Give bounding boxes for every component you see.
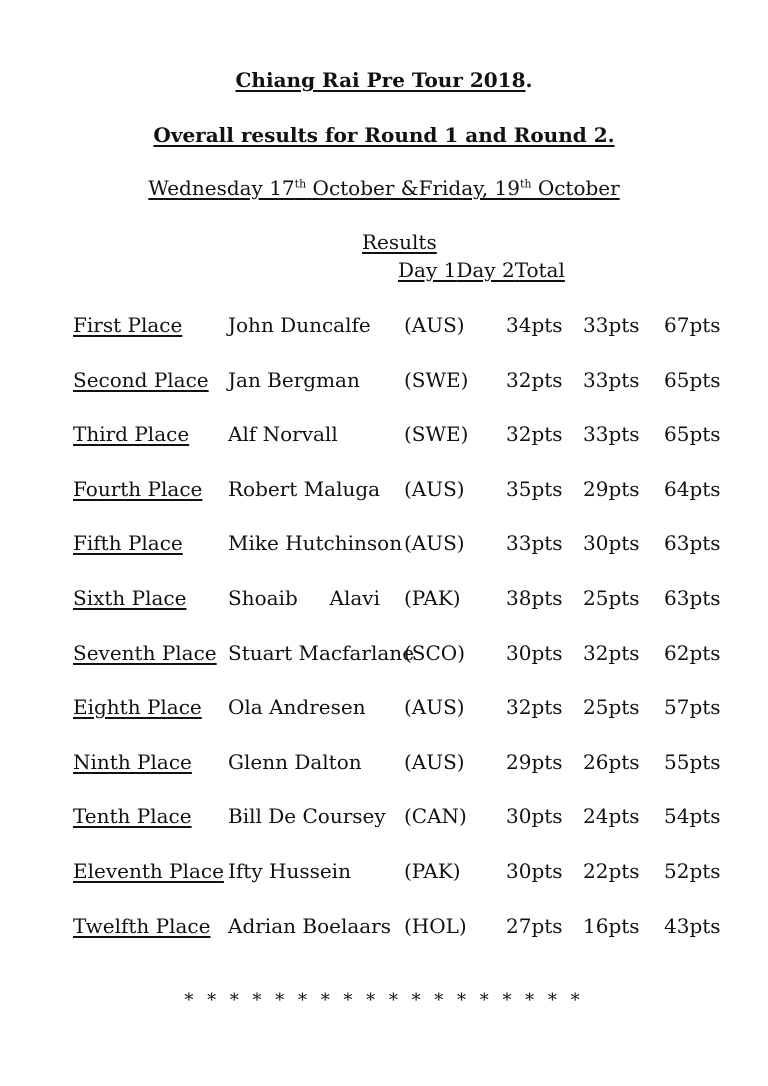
row-day2: 32pts [583,641,640,665]
row-country: (AUS) [404,695,465,719]
row-day1: 35pts [506,477,563,501]
row-day1: 30pts [506,859,563,883]
row-country: (AUS) [404,750,465,774]
date-sup-2: th [519,177,532,191]
row-day1: 38pts [506,586,563,610]
row-day1: 34pts [506,313,563,337]
row-day2: 29pts [583,477,640,501]
row-total: 65pts [664,368,721,392]
row-day1: 33pts [506,531,563,555]
row-name: Robert Maluga [228,477,381,501]
row-place: Fifth Place [73,531,183,555]
title-period: . [525,68,533,92]
row-total: 63pts [664,531,721,555]
row-day2: 30pts [583,531,640,555]
row-place: Fourth Place [73,477,203,501]
row-total: 52pts [664,859,721,883]
document-subtitle [0,125,768,145]
row-place: First Place [73,313,183,337]
row-name: Ifty Hussein [228,859,351,883]
row-day2: 25pts [583,695,640,719]
row-day1: 29pts [506,750,563,774]
row-name: Stuart Macfarlane [228,641,415,665]
row-total: 57pts [664,695,721,719]
document-title [0,70,768,90]
row-country: (AUS) [404,313,465,337]
row-name: Mike Hutchinson [228,531,403,555]
row-total: 54pts [664,804,721,828]
row-name: Alf Norvall [228,422,338,446]
row-country: (SWE) [404,422,469,446]
column-headers [398,260,565,280]
date-part-2: October &Friday, 19 [306,176,520,200]
row-place: Seventh Place [73,641,217,665]
row-total: 65pts [664,422,721,446]
row-place: Eleventh Place [73,859,224,883]
row-country: (CAN) [404,804,467,828]
row-name: Bill De Coursey [228,804,386,828]
row-country: (PAK) [404,586,461,610]
date-sup-1: th [294,177,307,191]
row-country: (HOL) [404,914,467,938]
row-day2: 26pts [583,750,640,774]
row-name: Ola Andresen [228,695,366,719]
row-day1: 32pts [506,368,563,392]
row-country: (AUS) [404,477,465,501]
row-total: 67pts [664,313,721,337]
date-part-1: Wednesday 17 [148,176,295,200]
row-total: 64pts [664,477,721,501]
row-name: Jan Bergman [228,368,360,392]
results-heading: Results [362,230,437,254]
row-country: (AUS) [404,531,465,555]
row-place: Eighth Place [73,695,202,719]
row-total: 63pts [664,586,721,610]
row-day2: 22pts [583,859,640,883]
header-day2: Day 2 [456,258,515,282]
header-day1: Day 1 [398,258,457,282]
row-day2: 33pts [583,368,640,392]
date-part-3: October [531,176,620,200]
row-total: 62pts [664,641,721,665]
row-total: 43pts [664,914,721,938]
row-place: Second Place [73,368,209,392]
row-place: Tenth Place [73,804,192,828]
row-name: Shoaib Alavi [228,586,380,610]
subtitle-text: Overall results for Round 1 and Round 2. [153,123,615,147]
row-name: Glenn Dalton [228,750,362,774]
row-name: John Duncalfe [228,313,371,337]
row-day2: 24pts [583,804,640,828]
row-country: (PAK) [404,859,461,883]
row-day1: 32pts [506,695,563,719]
row-place: Ninth Place [73,750,192,774]
row-total: 55pts [664,750,721,774]
row-day1: 30pts [506,641,563,665]
row-day1: 30pts [506,804,563,828]
row-day2: 25pts [583,586,640,610]
title-text: Chiang Rai Pre Tour 2018 [235,68,526,92]
header-total: Total [514,258,565,282]
row-day2: 33pts [583,422,640,446]
row-place: Third Place [73,422,190,446]
row-day1: 27pts [506,914,563,938]
row-day1: 32pts [506,422,563,446]
row-day2: 16pts [583,914,640,938]
row-country: (SCO) [404,641,466,665]
row-place: Sixth Place [73,586,187,610]
footer-stars: * * * * * * * * * * * * * * * * * * [184,990,584,1011]
event-dates [0,178,768,198]
row-place: Twelfth Place [73,914,211,938]
row-name: Adrian Boelaars [228,914,392,938]
row-country: (SWE) [404,368,469,392]
row-day2: 33pts [583,313,640,337]
